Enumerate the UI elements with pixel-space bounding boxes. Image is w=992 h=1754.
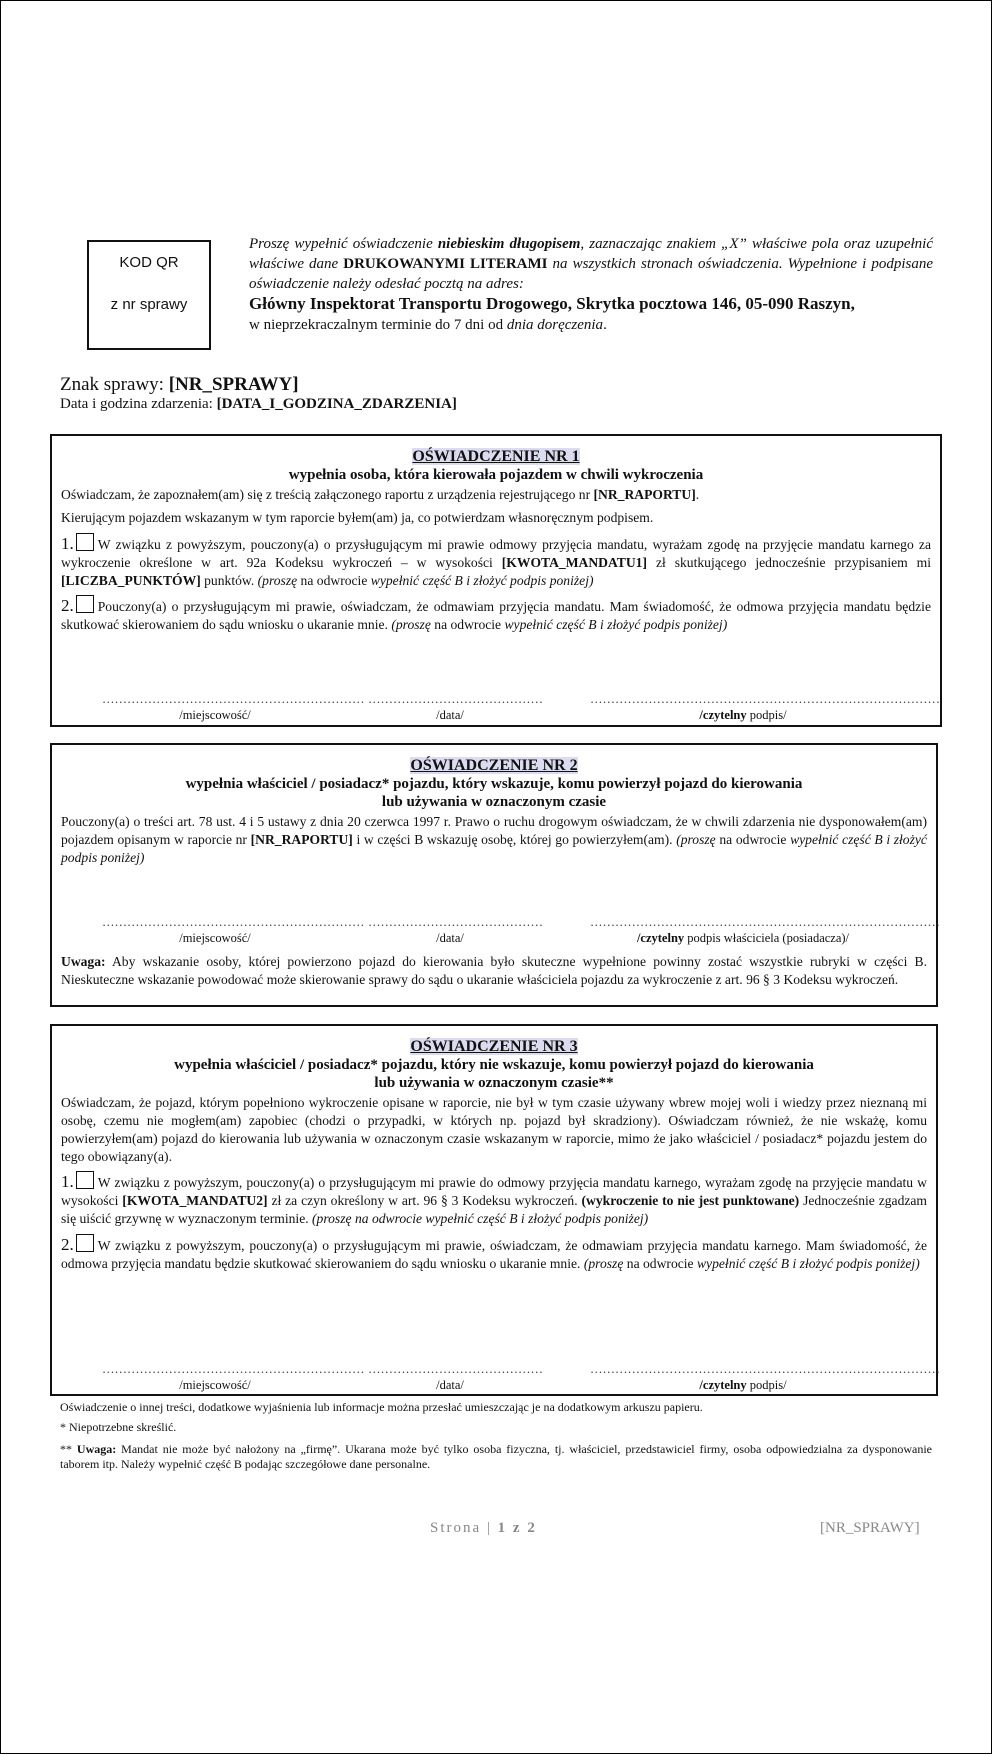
statement-3-option-2: 2. W związku z powyższym, pouczony(a) o przysługującym mi prawie, oświadczam, że odmawiam przyjęcia mandatu karnego. Mam świadomość, że odmowa przyjęcia mandatu będzie skutkować skierowaniem do sądu wniosku o ukaranie mnie. (proszę na odwrocie wypełnić część B i złożyć podpis poniżej) xyxy=(61,1235,927,1271)
signature-row-1: ……………………………………………………… …………………………………… ………………………………………………………………………… /miejscowość/ /data/ /czytelny podpis/ xyxy=(102,692,940,722)
qr-sublabel: z nr sprawy xyxy=(110,296,188,313)
footer-case-number: [NR_SPRAWY] xyxy=(820,1520,920,1536)
statement-3: OŚWIADCZENIE NR 3 wypełnia właściciel / posiadacz* pojazdu, który nie wskazuje, komu powierzył pojazd do kierowania lub używania w oznaczonym czasie** Oświadczam, że pojazd, którym popełniono wykroczenie opisane w raporcie, nie był w tym czasie używany wbrew mojej woli i wiedzy przez nieznaną mi osobę, czemu nie mogłem(am) zapobiec (chodzi o przypadki, w których np. pojazd był skradziony). Oświadczam również, że nie wskażę, komu powierzyłem(am) pojazd do kierowania lub używania w oznaczonym czasie wskazanym w raporcie, mimo że jako właściciel / posiadacz* pojazdu jestem do tego obowiązany(a). 1. W związku z powyższym, pouczony(a) o przysługującym mi prawie do odmowy przyjęcia mandatu karnego, wyrażam zgodę na przyjęcie mandatu w wysokości [KWOTA_MANDATU2] zł za czyn określony w art. 96 § 3 Kodeksu wykroczeń. (wykroczenie to nie jest punktowane) Jednocześnie zgadzam się uiścić grzywnę w wyznaczonym terminie. (proszę na odwrocie wypełnić część B i złożyć podpis poniżej) 2. W związku z powyższym, pouczony(a) o przysługującym mi prawie, oświadczam, że odmawiam przyjęcia mandatu karnego. Mam świadomość, że odmowa przyjęcia mandatu będzie skutkować skierowaniem do sądu wniosku o ukaranie mnie. (proszę na odwrocie wypełnić część B i złożyć podpis poniżej) ……………………………………………………… …………………………………… ………………………………………………………………………… /miejscowość/ /data/ /czytelny podpis/ xyxy=(50,1024,938,1396)
option-1-checkbox[interactable] xyxy=(76,1171,94,1189)
statement-1: OŚWIADCZENIE NR 1 wypełnia osoba, która kierowała pojazdem w chwili wykroczenia Oświadczam, że zapoznałem(am) się z treścią załączonego raportu z urządzenia rejestrującego nr [NR_RAPORTU]. Kierującym pojazdem wskazanym w tym raporcie byłem(am) ja, co potwierdzam własnoręcznym podpisem. 1. W związku z powyższym, pouczony(a) o przysługującym mi prawie odmowy przyjęcia mandatu, wyrażam zgodę na przyjęcie mandatu karnego za wykroczenie określone w art. 92a Kodeksu wykroczeń – w wysokości [KWOTA_MANDATU1] zł skutkującego jednocześnie przypisaniem mi [LICZBA_PUNKTÓW] punktów. (proszę na odwrocie wypełnić część B i złożyć podpis poniżej) 2. Pouczony(a) o przysługującym mi prawie, oświadczam, że odmawiam przyjęcia mandatu. Mam świadomość, że odmowa przyjęcia mandatu będzie skutkować skierowaniem do sądu wniosku o ukaranie mnie. (proszę na odwrocie wypełnić część B i złożyć podpis poniżej) ……………………………………………………… …………………………………… ………………………………………………………………………… /miejscowość/ /data/ /czytelny podpis/ xyxy=(50,434,942,727)
statement-2-title: OŚWIADCZENIE NR 2 xyxy=(410,757,578,774)
statement-1-option-2: 2. Pouczony(a) o przysługującym mi prawie, oświadczam, że odmawiam przyjęcia mandatu. Mam świadomość, że odmowa przyjęcia mandatu będzie skutkować skierowaniem do sądu wniosku o ukaranie mnie. (proszę na odwrocie wypełnić część B i złożyć podpis poniżej) xyxy=(61,596,931,632)
incident-datetime: Data i godzina zdarzenia: [DATA_I_GODZINA_ZDARZENIA] xyxy=(60,396,457,412)
page-number: Strona | 1 z 2 xyxy=(430,1520,537,1536)
statement-1-option-1: 1. W związku z powyższym, pouczony(a) o przysługującym mi prawie odmowy przyjęcia mandatu, wyrażam zgodę na przyjęcie mandatu karnego za wykroczenie określone w art. 92a Kodeksu wykroczeń – w wysokości [KWOTA_MANDATU1] zł skutkującego jednocześnie przypisaniem mi [LICZBA_PUNKTÓW] punktów. (proszę na odwrocie wypełnić część B i złożyć podpis poniżej) xyxy=(61,534,931,588)
case-number: Znak sprawy: [NR_SPRAWY] xyxy=(60,374,299,395)
statement-3-title: OŚWIADCZENIE NR 3 xyxy=(410,1038,578,1055)
footnote-extra-info: Oświadczenie o innej treści, dodatkowe wyjaśnienia lub informacje można przesłać umieszczając je na dodatkowym arkuszu papieru. xyxy=(60,1400,703,1414)
qr-label: KOD QR xyxy=(119,254,179,271)
footnote-asterisk: * Niepotrzebne skreślić. xyxy=(60,1420,177,1434)
date-caption: /data/ xyxy=(436,708,464,722)
instructions: Proszę wypełnić oświadczenie niebieskim długopisem, zaznaczając znakiem „X” właściwe pola oraz uzupełnić właściwe dane DRUKOWANYMI LITERAMI na wszystkich stronach oświadczenia. Wypełnione i podpisane oświadczenie należy odesłać pocztą na adres: Główny Inspektorat Transportu Drogowego, Skrytka pocztowa 146, 05-090 Raszyn, w nieprzekraczalnym terminie do 7 dni od dnia doręczenia. xyxy=(249,236,934,333)
statement-1-subtitle: wypełnia osoba, która kierowała pojazdem w chwili wykroczenia xyxy=(288,467,704,483)
option-1-checkbox[interactable] xyxy=(76,533,94,551)
signature-row-3: ……………………………………………………… …………………………………… ………………………………………………………………………… /miejscowość/ /data/ /czytelny podpis/ xyxy=(102,1362,940,1392)
signature-row-2: ……………………………………………………… …………………………………… ………………………………………………………………………… /miejscowość/ /data/ /czytelny podpis właściciela (posiadacza)/ xyxy=(102,915,940,945)
statement-2: OŚWIADCZENIE NR 2 wypełnia właściciel / posiadacz* pojazdu, który wskazuje, komu powierzył pojazd do kierowania lub używania w oznaczonym czasie Pouczony(a) o treści art. 78 ust. 4 i 5 ustawy z dnia 20 czerwca 1997 r. Prawo o ruchu drogowym oświadczam, że w chwili zdarzenia nie dysponowałem(am) pojazdem opisanym w raporcie nr [NR_RAPORTU] i w części B wskazuję osobę, której go powierzyłem(am). (proszę na odwrocie wypełnić część B i złożyć podpis poniżej) ……………………………………………………… …………………………………… ………………………………………………………………………… /miejscowość/ /data/ /czytelny podpis właściciela (posiadacza)/ Uwaga: Aby wskazanie osoby, której powierzono pojazd do kierowania było skuteczne wypełnione powinny zostać wszystkie rubryki w części B. Nieskuteczne wskazanie powodować może skierowanie sprawy do sądu o ukaranie właściciela pojazdu za wykroczenie z art. 96 § 3 Kodeksu wykroczeń. xyxy=(50,743,938,1007)
statement-2-note: Uwaga: Aby wskazanie osoby, której powierzono pojazd do kierowania było skuteczne wypełnione powinny zostać wszystkie rubryki w części B. Nieskuteczne wskazanie powodować może skierowanie sprawy do sądu o ukaranie właściciela pojazdu za wykroczenie z art. 96 § 3 Kodeksu wykroczeń. xyxy=(61,954,927,987)
mailing-address: Główny Inspektorat Transportu Drogowego, Skrytka pocztowa 146, 05-090 Raszyn, xyxy=(249,294,855,313)
statement-3-option-1: 1. W związku z powyższym, pouczony(a) o przysługującym mi prawie do odmowy przyjęcia mandatu karnego, wyrażam zgodę na przyjęcie mandatu w wysokości [KWOTA_MANDATU2] zł za czyn określony w art. 96 § 3 Kodeksu wykroczeń. (wykroczenie to nie jest punktowane) Jednocześnie zgadzam się uiścić grzywnę w wyznaczonym terminie. (proszę na odwrocie wypełnić część B i złożyć podpis poniżej) xyxy=(61,1172,928,1226)
owner-signature-caption: /czytelny podpis właściciela (posiadacza)/ xyxy=(636,931,850,945)
signature-caption: /czytelny podpis/ xyxy=(699,708,787,722)
option-2-checkbox[interactable] xyxy=(76,1234,94,1252)
qr-code-placeholder xyxy=(87,240,211,350)
footnote-double-asterisk: ** Uwaga: Mandat nie może być nałożony na „firmę”. Ukarana może być tylko osoba fizyczna, tj. właściciel, przedstawiciel firmy, osoba odpowiedzialna za dysponowanie taborem itp. Należy wypełnić część B podając szczegółowe dane personalne. xyxy=(60,1442,933,1471)
option-2-checkbox[interactable] xyxy=(76,595,94,613)
place-caption: /miejscowość/ xyxy=(179,708,251,722)
statement-1-title: OŚWIADCZENIE NR 1 xyxy=(412,448,580,465)
